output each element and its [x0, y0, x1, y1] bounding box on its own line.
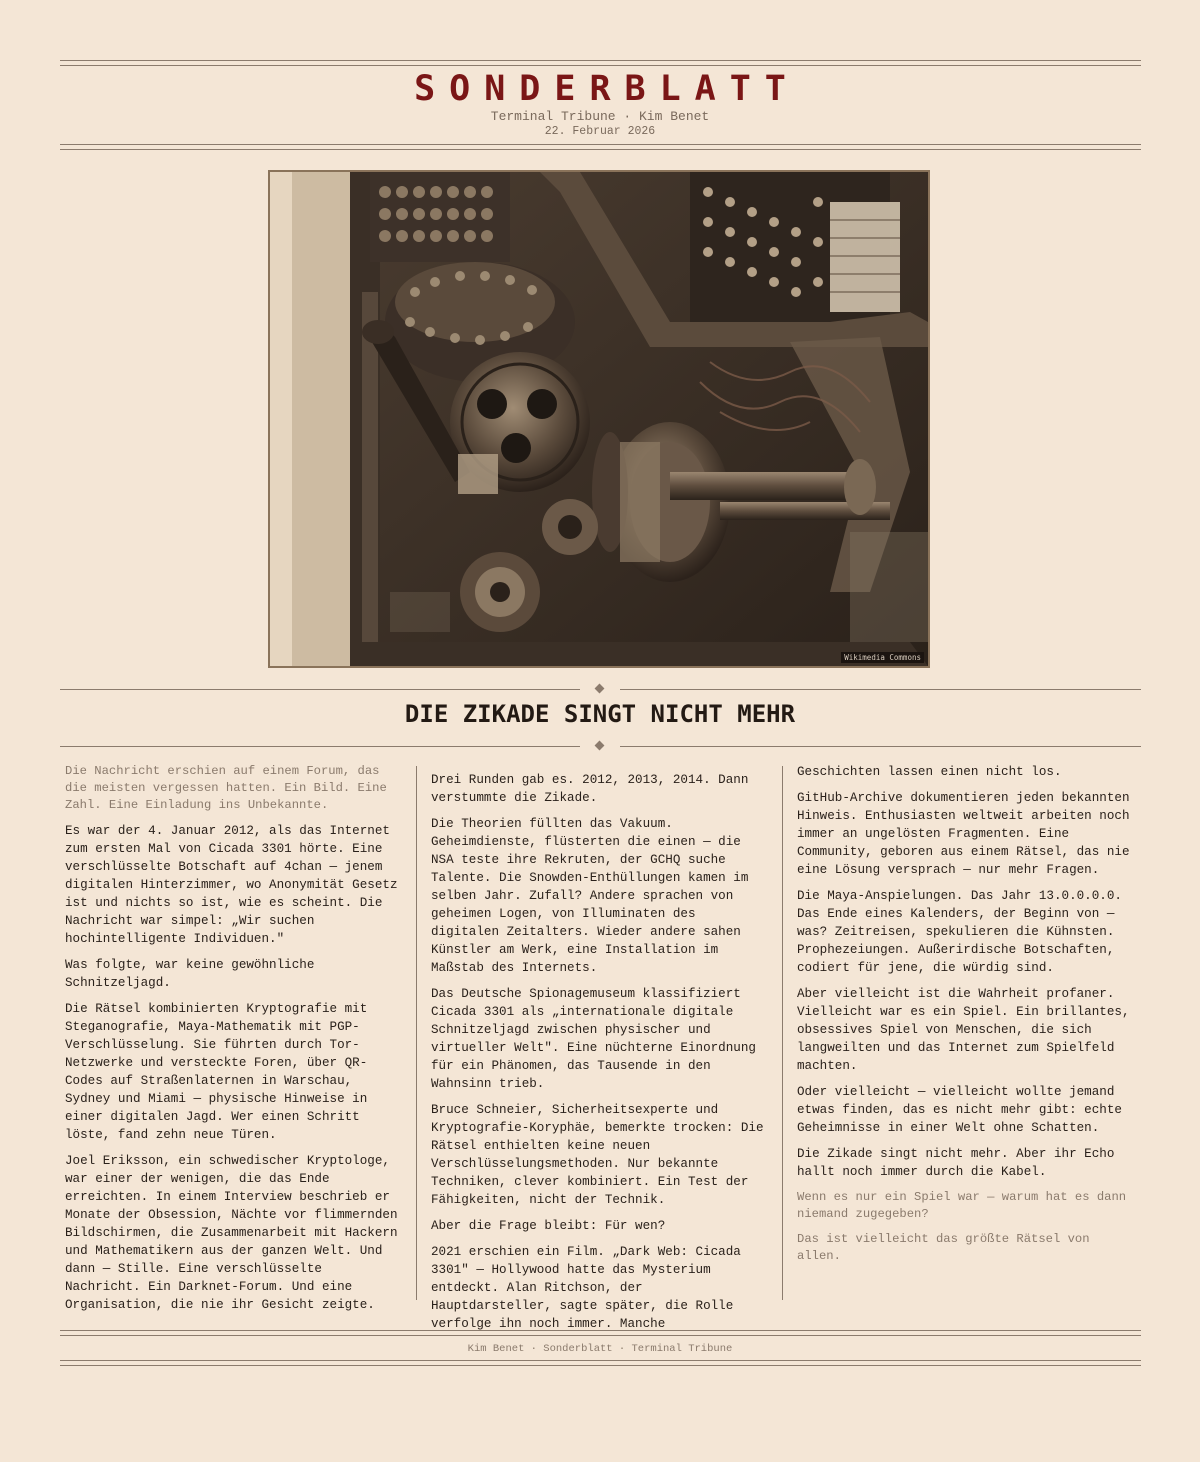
column-divider [416, 766, 417, 1300]
paragraph: GitHub-Archive dokumentieren jeden bekannten Hinweis. Enthusiasten weltweit arbeiten noch immer an ungelösten Fragmenten. Eine Community, geboren aus einem Rätsel, das nie eine Lösung versprach — nur mehr Fragen. [797, 791, 1130, 877]
article-column-3 [797, 763, 1137, 1273]
ornament-diamond-top [595, 684, 605, 694]
paragraph: Es war der 4. Januar 2012, als das Internet zum ersten Mal von Cicada 3301 hörte. Eine verschlüsselte Botschaft auf 4chan — jenem digitalen Hinterzimmer, wo Anonymität Gesetz ist und nichts so ist, wie es scheint. Die Nachricht war simpel: „Wir suchen hochintelligente Individuen." [65, 824, 398, 946]
masthead-bottom-rule [60, 144, 1141, 150]
photo-credit: Wikimedia Commons [841, 652, 924, 663]
paragraph: 2021 erschien ein Film. „Dark Web: Cicada 3301" — Hollywood hatte das Mysterium entdeckt. Alan Ritchson, der Hauptdarsteller, sagte später, die Rolle verfolge ihn noch immer. Manche [431, 1245, 741, 1331]
article-coda: Das ist vielleicht das größte Rätsel von allen. [797, 1232, 1090, 1263]
paragraph: Was folgte, war keine gewöhnliche Schnitzeljagd. [65, 958, 315, 990]
paragraph: Geschichten lassen einen nicht los. [797, 765, 1062, 779]
article-lede: Die Nachricht erschien auf einem Forum, das die meisten vergessen hatten. Ein Bild. Eine Zahl. Eine Einladung ins Unbekannte. [65, 764, 387, 812]
article-column-1 [65, 763, 405, 1322]
paragraph: Bruce Schneier, Sicherheitsexperte und Kryptografie-Koryphäe, bemerkte trocken: Die Rätsel enthielten keine neuen Verschlüsselungsmethoden. Nur bekannte Techniken, clever kombiniert. Ein Test der Fähigkeiten, nicht der Technik. [431, 1103, 764, 1207]
footer-bottom-rule [60, 1360, 1141, 1366]
headline-top-rule-right [620, 689, 1141, 690]
headline-top-rule-left [60, 689, 580, 690]
footer-top-rule [60, 1330, 1141, 1336]
masthead-date: 22. Februar 2026 [544, 125, 656, 138]
footer-text: Kim Benet · Sonderblatt · Terminal Tribune [467, 1343, 733, 1355]
article-column-2 [431, 771, 771, 1341]
masthead-subtitle: Terminal Tribune · Kim Benet [490, 109, 710, 124]
paragraph: Die Maya-Anspielungen. Das Jahr 13.0.0.0.0. Das Ende eines Kalenders, der Beginn von — was? Zeitreisen, spekulieren die Kühnsten. Prophezeiungen. Außerirdische Botschaften, codiert für jene, die würdig sind. [797, 889, 1122, 975]
paragraph: Die Zikade singt nicht mehr. Aber ihr Echo hallt noch immer durch die Kabel. [797, 1147, 1115, 1179]
cipher-machine-photo [268, 170, 930, 668]
article-headline: DIE ZIKADE SINGT NICHT MEHR [404, 700, 796, 728]
headline-bottom-rule-right [620, 746, 1141, 747]
paragraph: Die Rätsel kombinierten Kryptografie mit Steganografie, Maya-Mathematik mit PGP-Verschlüsselung. Sie führten durch Tor-Netzwerke und versteckte Foren, über QR-Codes auf Straßenlaternen in Warschau, Sydney und Miami — physische Hinweise in einer digitalen Jagd. Wer einen Schritt löste, fand zehn neue Türen. [65, 1002, 368, 1142]
headline-bottom-rule-left [60, 746, 580, 747]
paragraph: Joel Eriksson, ein schwedischer Kryptologe, war einer der wenigen, die das Ende erreichten. In einem Interview beschrieb er Monate der Obsession, Nächte vor flimmernden Bildschirmen, die Zusammenarbeit mit Hackern und Mathematikern aus der ganzen Welt. Und dann — Stille. Eine verschlüsselte Nachricht. Ein Darknet-Forum. Und eine Organisation, die nie ihr Gesicht zeigte. [65, 1154, 398, 1312]
paragraph: Aber die Frage bleibt: Für wen? [431, 1219, 666, 1233]
paragraph: Aber vielleicht ist die Wahrheit profaner. Vielleicht war es ein Spiel. Ein brillantes, obsessives Spiel von Menschen, die sich langweilten und das Internet zum Spielfeld machten. [797, 987, 1130, 1073]
article-coda: Wenn es nur ein Spiel war — warum hat es dann niemand zugegeben? [797, 1190, 1127, 1221]
cipher-machine-illustration [270, 172, 928, 666]
paragraph: Die Theorien füllten das Vakuum. Geheimdienste, flüsterten die einen — die NSA teste ihre Rekruten, der GCHQ suche Talente. Die Snowden-Enthüllungen kamen im selben Jahr. Zufall? Andere sprachen von geheimen Logen, von Illuminaten des digitalen Zeitalters. Wieder andere sahen Künstler am Werk, eine Installation im Maßstab des Internets. [431, 817, 749, 975]
masthead [0, 66, 1200, 138]
column-divider [782, 766, 783, 1300]
paragraph: Oder vielleicht — vielleicht wollte jemand etwas finden, das es nicht mehr gibt: echte Geheimnisse in einer Welt ohne Schatten. [797, 1085, 1122, 1135]
paragraph: Drei Runden gab es. 2012, 2013, 2014. Dann verstummte die Zikade. [431, 773, 749, 805]
paragraph: Das Deutsche Spionagemuseum klassifiziert Cicada 3301 als „internationale digitale Schnitzeljagd zwischen physischer und virtueller Welt". Eine nüchterne Einordnung für ein Phänomen, das Tausende in den Wahnsinn trieb. [431, 987, 756, 1091]
masthead-title: SONDERBLATT [414, 69, 800, 109]
ornament-diamond-bottom [595, 741, 605, 751]
